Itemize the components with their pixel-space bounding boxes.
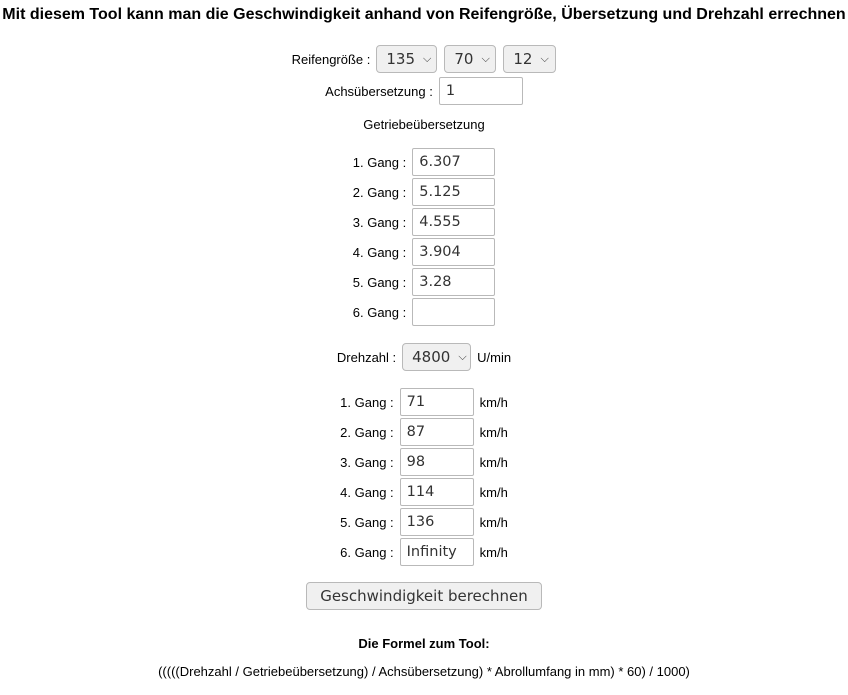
speed-label: 3. Gang : (340, 454, 394, 470)
gear-row (0, 268, 848, 296)
tire-rim-select[interactable] (503, 45, 556, 73)
axle-ratio-label: Achsübersetzung : (325, 83, 433, 99)
gear-label: 5. Gang : (352, 274, 407, 290)
tire-ratio-value: 70 (454, 50, 474, 68)
speed-row (0, 388, 848, 416)
page-title: Mit diesem Tool kann man die Geschwindigkeit anhand von Reifengröße, Übersetzung und Drehzahl errechnen (2, 6, 846, 23)
tire-ratio-select[interactable] (444, 45, 496, 73)
axle-ratio-row (0, 77, 848, 105)
speed-5-output[interactable]: 136 (400, 508, 474, 536)
button-row (0, 582, 848, 610)
gearbox-heading: Getriebeübersetzung (363, 117, 485, 132)
speed-unit: km/h (479, 394, 508, 410)
gear-row (0, 238, 848, 266)
speed-unit: km/h (479, 484, 508, 500)
formula-text: (((((Drehzahl / Getriebeübersetzung) / Achsübersetzung) * Abrollumfang in mm) * 60) / 1000) (158, 664, 690, 679)
gear-row (0, 208, 848, 236)
speed-3-output[interactable]: 98 (400, 448, 474, 476)
gear-5-input[interactable]: 3.28 (412, 268, 495, 296)
speed-label: 2. Gang : (340, 424, 394, 440)
gear-label: 6. Gang : (352, 304, 407, 320)
chevron-down-icon: ⌵ (540, 52, 549, 65)
gear-row (0, 298, 848, 326)
gear-6-input[interactable] (412, 298, 495, 326)
speed-6-output[interactable]: Infinity (400, 538, 474, 566)
chevron-down-icon: ⌵ (458, 350, 467, 363)
speed-unit: km/h (479, 514, 508, 530)
speed-row (0, 508, 848, 536)
tire-width-select[interactable] (376, 45, 437, 73)
speed-1-output[interactable]: 71 (400, 388, 474, 416)
tire-size-row (0, 45, 848, 73)
speed-row (0, 538, 848, 566)
gear-row (0, 148, 848, 176)
rpm-row (0, 343, 848, 371)
speed-row (0, 478, 848, 506)
speed-4-output[interactable]: 114 (400, 478, 474, 506)
chevron-down-icon: ⌵ (481, 52, 490, 65)
rpm-unit: U/min (477, 349, 512, 365)
rpm-value: 4800 (412, 348, 451, 366)
speed-label: 6. Gang : (340, 544, 394, 560)
rpm-label: Drehzahl : (336, 349, 397, 365)
tire-width-value: 135 (386, 50, 416, 68)
gear-label: 4. Gang : (352, 244, 407, 260)
speed-row (0, 418, 848, 446)
gear-1-input[interactable]: 6.307 (412, 148, 495, 176)
gear-row (0, 178, 848, 206)
gear-3-input[interactable]: 4.555 (412, 208, 495, 236)
tire-size-label: Reifengröße : (291, 51, 371, 67)
gear-label: 3. Gang : (352, 214, 407, 230)
chevron-down-icon: ⌵ (423, 52, 432, 65)
calculate-button[interactable]: Geschwindigkeit berechnen (306, 582, 542, 610)
speed-2-output[interactable]: 87 (400, 418, 474, 446)
gear-4-input[interactable]: 3.904 (412, 238, 495, 266)
speed-label: 1. Gang : (340, 394, 394, 410)
speed-unit: km/h (479, 454, 508, 470)
gear-label: 2. Gang : (352, 184, 407, 200)
speed-label: 5. Gang : (340, 514, 394, 530)
gear-2-input[interactable]: 5.125 (412, 178, 495, 206)
rpm-select[interactable] (402, 343, 471, 371)
speed-unit: km/h (479, 424, 508, 440)
speed-unit: km/h (479, 544, 508, 560)
tire-rim-value: 12 (513, 50, 533, 68)
gear-label: 1. Gang : (352, 154, 407, 170)
speed-label: 4. Gang : (340, 484, 394, 500)
speed-row (0, 448, 848, 476)
axle-ratio-input[interactable]: 1 (439, 77, 523, 105)
formula-heading: Die Formel zum Tool: (358, 636, 490, 651)
